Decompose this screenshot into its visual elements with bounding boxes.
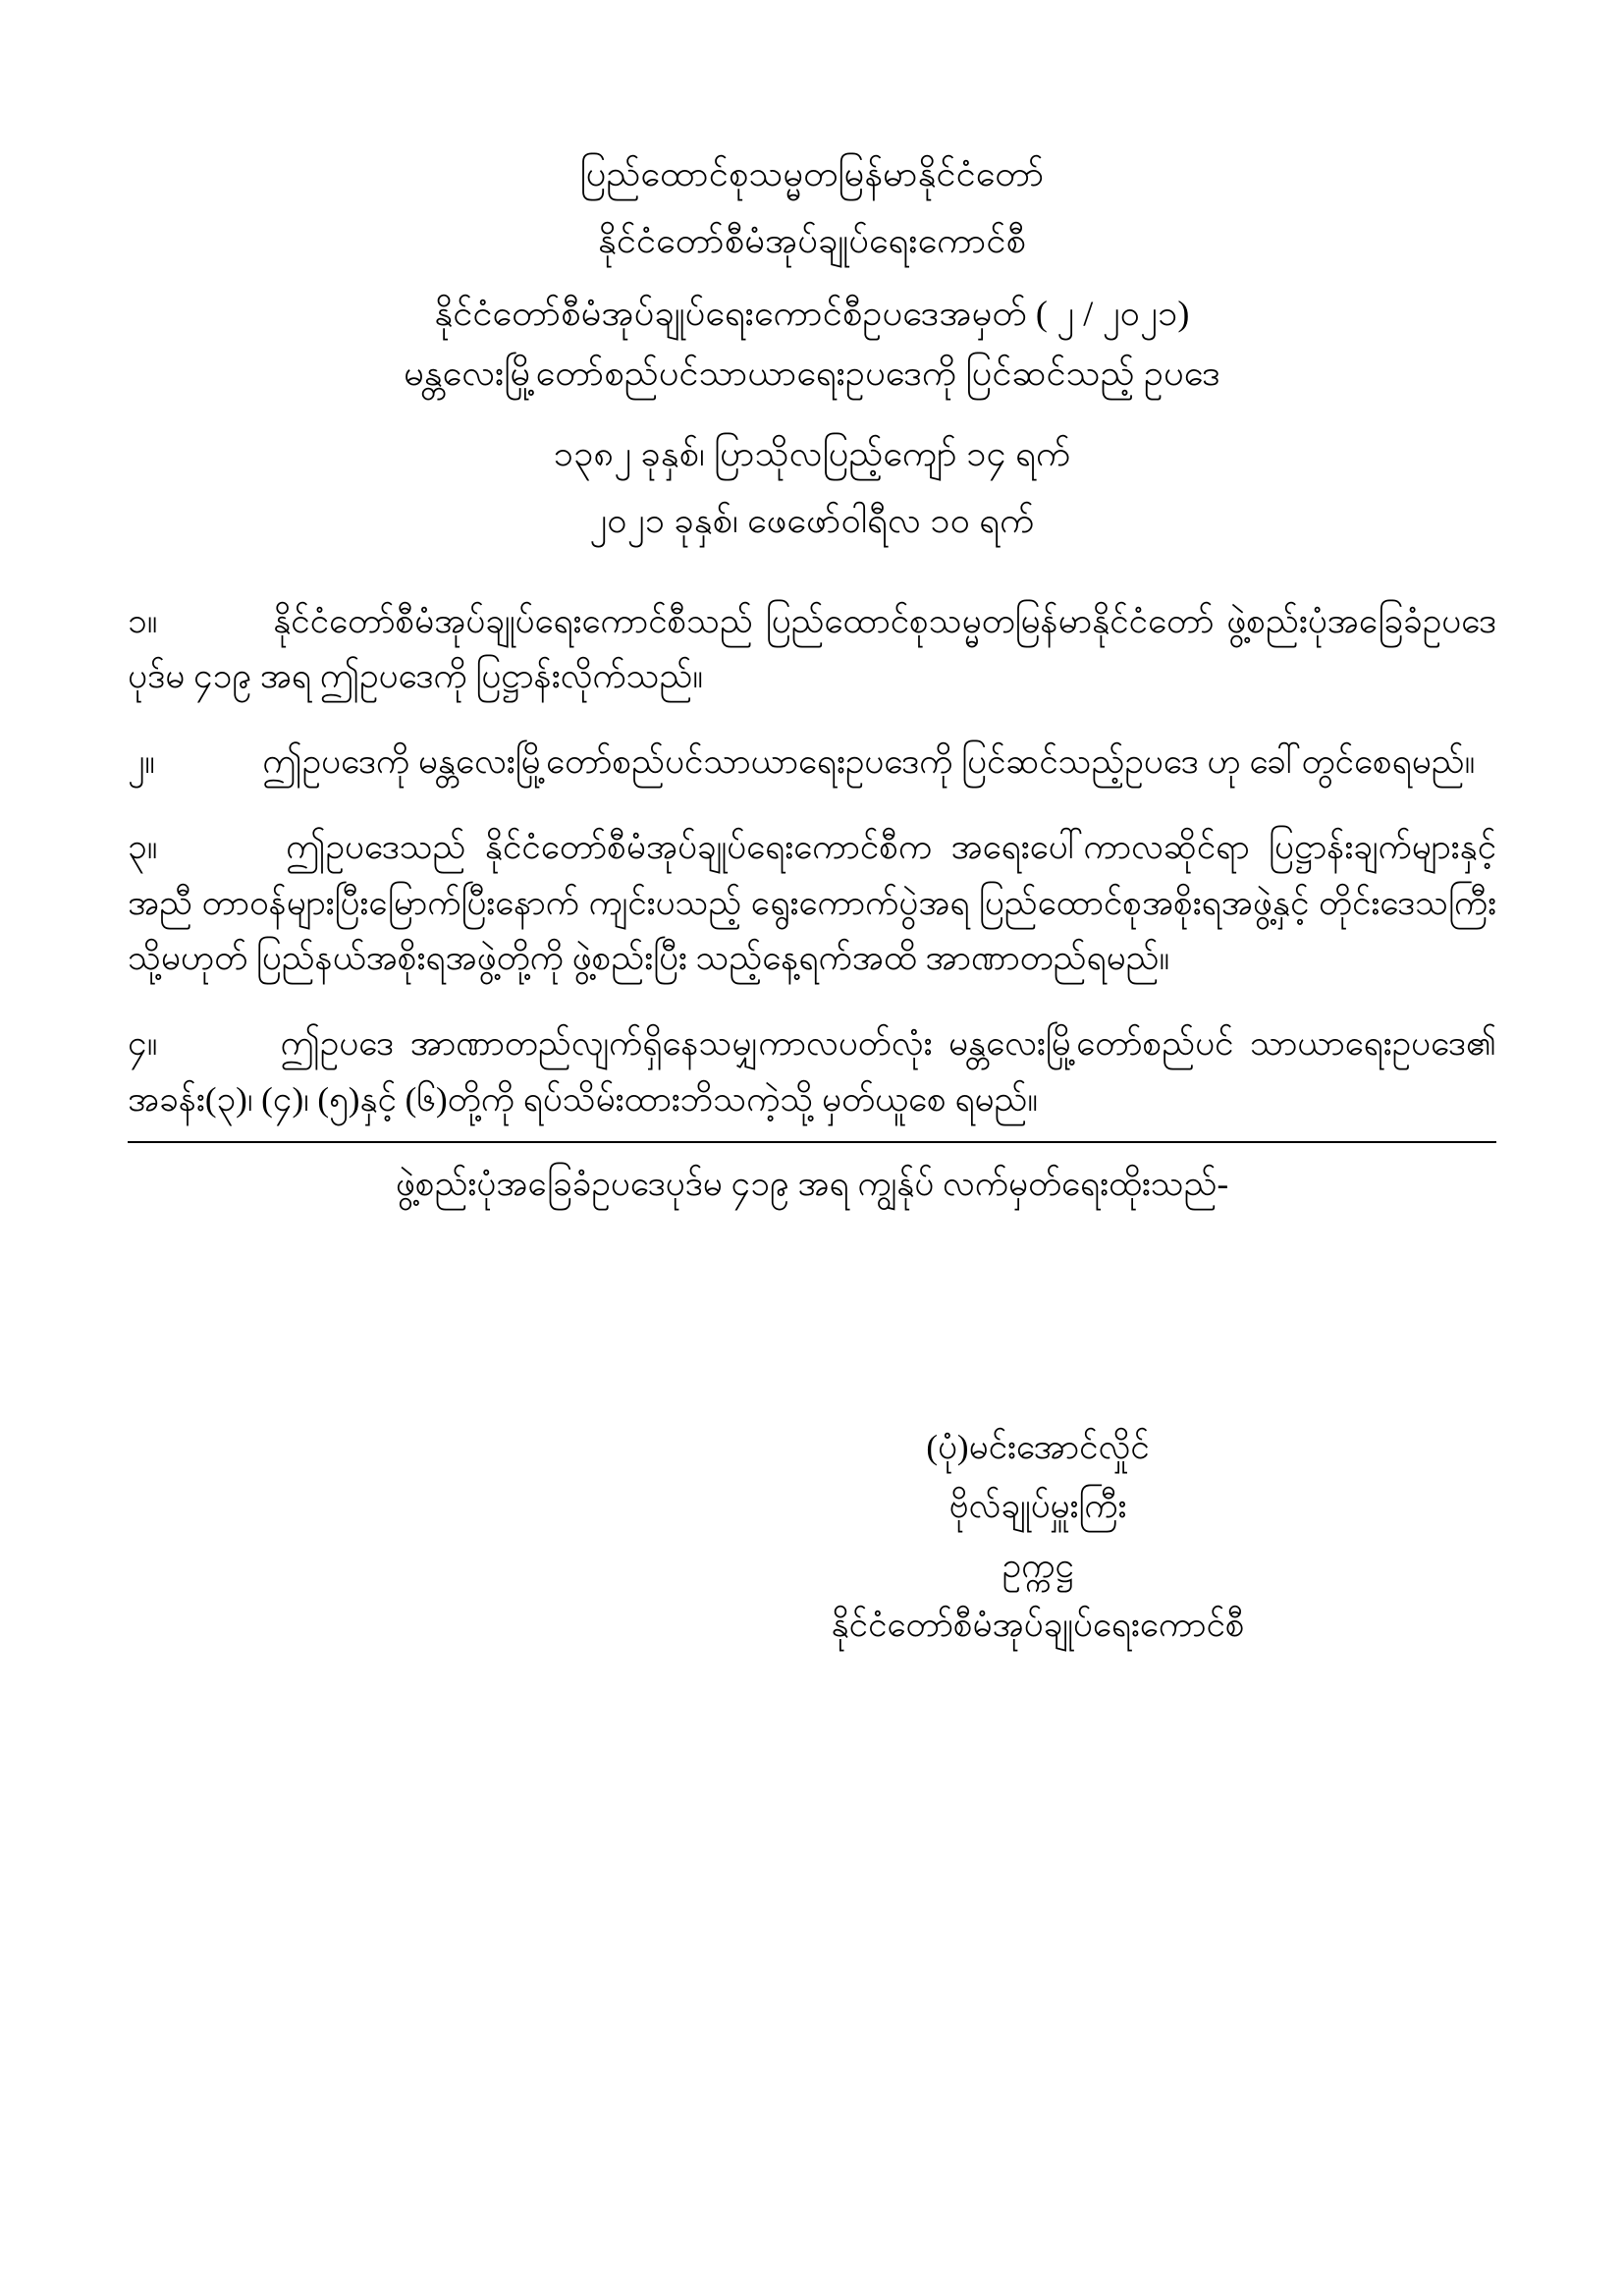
paragraph-3 xyxy=(128,820,1496,987)
header-country-name: ပြည်ထောင်စုသမ္မတမြန်မာနိုင်ငံတော် xyxy=(579,154,1045,193)
paragraph-3-text: ဤဥပဒေသည် နိုင်ငံတော်စီမံအုပ်ချုပ်ရေးကောင်စီက အရေးပေါ်ကာလဆိုင်ရာ ပြဋ္ဌာန်းချက်များနှင့်အညီ တာဝန်များပြီးမြောက်ပြီးနောက် ကျင်းပသည့် ရွေးကောက်ပွဲအရ ပြည်ထောင်စုအစိုးရအဖွဲ့နှင့် တိုင်းဒေသကြီး သို့မဟုတ် ပြည်နယ်အစိုးရအဖွဲ့တို့ကို ဖွဲ့စည်းပြီး သည့်နေ့ရက်အထိ အာဏာတည်ရမည်။ xyxy=(128,827,1497,978)
paragraph-4-text: ဤဥပဒေ အာဏာတည်လျက်ရှိနေသမျှကာလပတ်လုံး မန္တလေးမြို့တော်စည်ပင် သာယာရေးဥပဒေ၏ အခန်း(၃)၊ (၄)၊ (၅)နှင့် (၆)တို့ကို ရပ်သိမ်းထားဘိသကဲ့သို့ မှတ်ယူစေ ရမည်။ xyxy=(128,1023,1497,1119)
paragraph-1-number: ၁။ xyxy=(128,601,158,640)
paragraph-3-number: ၃။ xyxy=(128,827,158,866)
paragraph-1-text: နိုင်ငံတော်စီမံအုပ်ချုပ်ရေးကောင်စီသည် ပြည်ထောင်စုသမ္မတမြန်မာနိုင်ငံတော် ဖွဲ့စည်းပုံအခြေခံဥပဒေပုဒ်မ ၄၁၉ အရ ဤဥပဒေကို ပြဋ္ဌာန်းလိုက်သည်။ xyxy=(128,601,1496,696)
paragraph-2-text: ဤဥပဒေကို မန္တလေးမြို့တော်စည်ပင်သာယာရေးဥပဒေကို ပြင်ဆင်သည့်ဥပဒေ ဟု ခေါ်တွင်စေရမည်။ xyxy=(262,742,1476,782)
horizontal-divider xyxy=(128,1141,1496,1143)
header-date-gregorian: ၂၀၂၁ ခုနှစ်၊ ဖေဖော်ဝါရီလ ၁၀ ရက် xyxy=(589,500,1035,540)
paragraph-2-number: ၂။ xyxy=(128,742,155,782)
signature-title: ဥက္ကဋ္ဌ xyxy=(1001,1546,1074,1585)
signature-rank: ဗိုလ်ချုပ်မှူးကြီး xyxy=(948,1487,1127,1526)
document-header xyxy=(128,147,1496,549)
signature-name: (ပုံ)မင်းအောင်လှိုင် xyxy=(926,1428,1150,1467)
paragraph-4-number: ၄။ xyxy=(128,1023,158,1063)
header-council-name: နိုင်ငံတော်စီမံအုပ်ချုပ်ရေးကောင်စီ xyxy=(598,220,1026,260)
paragraph-1 xyxy=(128,594,1496,705)
signature-note: ဖွဲ့စည်းပုံအခြေခံဥပဒေပုဒ်မ ၄၁၉ အရ ကျွန်ုပ် လက်မှတ်ရေးထိုးသည်- xyxy=(395,1165,1229,1204)
paragraph-4 xyxy=(128,1016,1496,1127)
signature-organization: နိုင်ငံတော်စီမံအုပ်ချုပ်ရေးကောင်စီ xyxy=(831,1605,1245,1644)
signature-block xyxy=(128,1418,1496,1655)
header-date-myanmar-era: ၁၃၈၂ ခုနှစ်၊ ပြာသိုလပြည့်ကျော် ၁၄ ရက် xyxy=(553,434,1071,474)
header-law-title: မန္တလေးမြို့တော်စည်ပင်သာယာရေးဥပဒေကို ပြင်ဆင်သည့် ဥပဒေ xyxy=(404,354,1220,394)
header-law-number: နိုင်ငံတော်စီမံအုပ်ချုပ်ရေးကောင်စီဥပဒေအမှတ် ( ၂ / ၂၀၂၁) xyxy=(434,293,1190,333)
paragraph-2 xyxy=(128,735,1496,791)
document-body xyxy=(128,594,1496,1655)
